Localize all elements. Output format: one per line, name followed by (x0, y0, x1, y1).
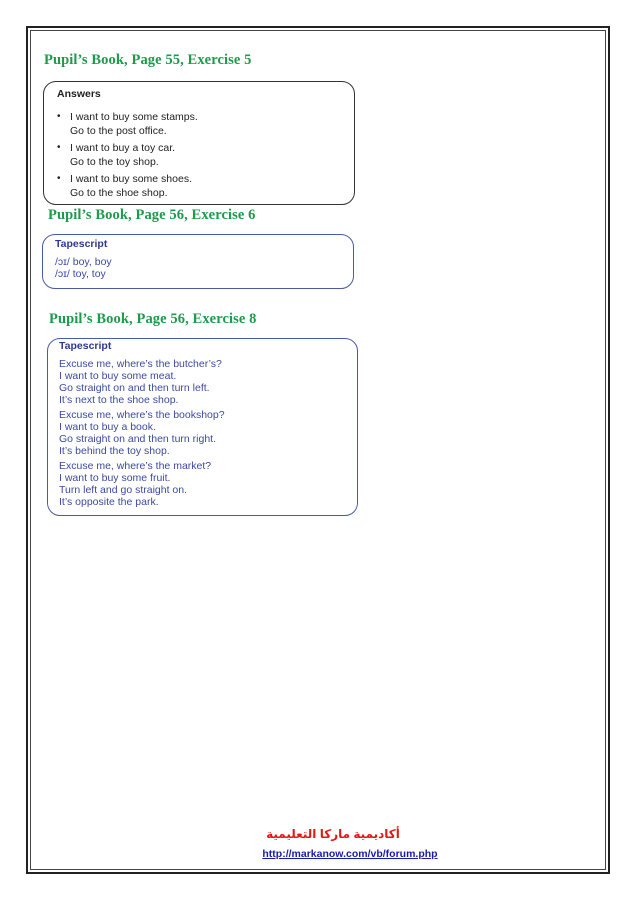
tapescript-lines (55, 256, 112, 280)
answer-line: I want to buy a toy car. (70, 142, 176, 154)
tapescript-line: I want to buy a book. (59, 421, 156, 433)
tapescript-line: I want to buy some fruit. (59, 472, 171, 484)
exercise-5-heading: Pupil’s Book, Page 55, Exercise 5 (44, 52, 252, 68)
answers-box (43, 81, 355, 205)
tapescript-line: Go straight on and then turn right. (59, 433, 217, 445)
dialogue-group (59, 358, 225, 406)
tapescript-line: Excuse me, where’s the market? (59, 460, 212, 472)
tapescript-box-8 (47, 338, 358, 516)
tapescript-line: Turn left and go straight on. (59, 484, 188, 496)
exercise-6-heading: Pupil’s Book, Page 56, Exercise 6 (48, 207, 256, 223)
bullet-icon: • (57, 142, 61, 153)
answer-line: I want to buy some stamps. (70, 111, 198, 123)
bullet-icon: • (57, 173, 61, 184)
tapescript-line: Excuse me, where’s the butcher’s? (59, 358, 222, 370)
tapescript-line: It’s opposite the park. (59, 496, 159, 508)
dialogue-group (59, 409, 225, 457)
tapescript-line: Go straight on and then turn left. (59, 382, 210, 394)
dialogue-group (59, 460, 225, 508)
answer-line: Go to the post office. (70, 125, 167, 137)
tapescript-lines (59, 358, 225, 511)
bullet-icon: • (57, 111, 61, 122)
answer-line: I want to buy some shoes. (70, 173, 192, 185)
tapescript-line: It’s next to the shoe shop. (59, 394, 179, 406)
tapescript-title: Tapescript (55, 238, 108, 250)
answer-line: Go to the toy shop. (70, 156, 159, 168)
tapescript-line: /ɔɪ/ toy, toy (55, 268, 106, 280)
tapescript-title: Tapescript (59, 340, 112, 352)
tapescript-line: Excuse me, where’s the bookshop? (59, 409, 225, 421)
footer-academy-name: أكاديمية ماركا التعليمية (266, 827, 400, 841)
exercise-8-heading: Pupil’s Book, Page 56, Exercise 8 (49, 311, 257, 327)
list-item (57, 141, 198, 169)
footer-forum-link[interactable]: http://markanow.com/vb/forum.php (262, 848, 438, 860)
answers-title: Answers (57, 88, 101, 100)
tapescript-line: It’s behind the toy shop. (59, 445, 170, 457)
tapescript-line: I want to buy some meat. (59, 370, 177, 382)
list-item (57, 110, 198, 138)
answer-line: Go to the shoe shop. (70, 187, 168, 199)
list-item (57, 172, 198, 200)
tapescript-box-6 (42, 234, 354, 289)
answers-list (57, 110, 198, 203)
tapescript-line: /ɔɪ/ boy, boy (55, 256, 112, 268)
